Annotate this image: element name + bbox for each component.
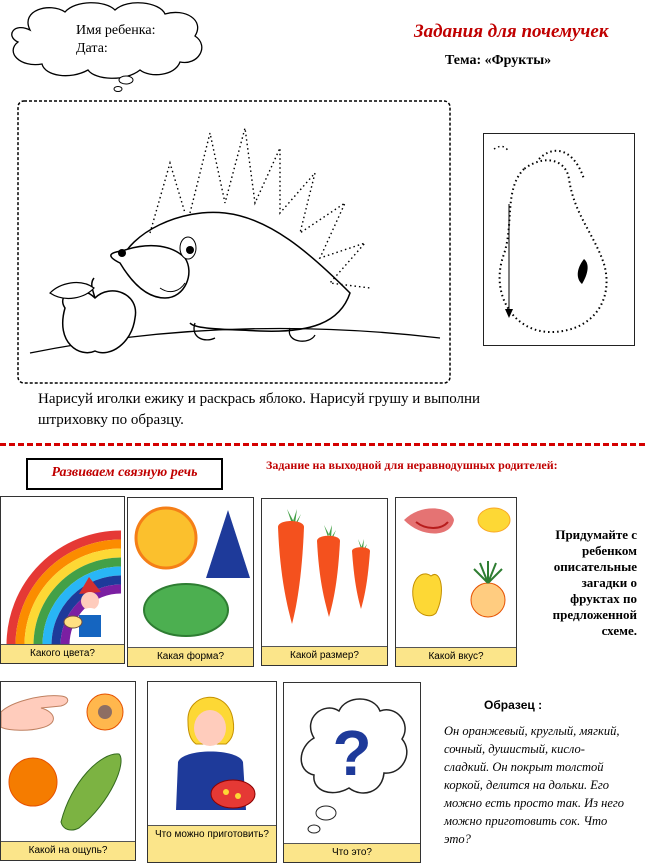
- create-riddles-text: Придумайте с ребенком описательные загадки о фруктах по предложенной схеме.: [552, 527, 637, 638]
- card-caption: Что это?: [284, 843, 420, 862]
- page-topic: Тема: «Фрукты»: [445, 53, 552, 68]
- weekend-task-heading: Задание на выходной для неравнодушных родителей:: [266, 458, 558, 472]
- section-divider: [0, 443, 645, 446]
- sample-title: Образец :: [484, 698, 543, 712]
- pear-sample-box: [483, 133, 635, 346]
- card-taste: [395, 497, 517, 667]
- card-caption: Какая форма?: [128, 647, 253, 666]
- card-color: [0, 496, 125, 664]
- card-what-is-it: [283, 682, 421, 863]
- card-caption: Какой на ощупь?: [1, 841, 135, 860]
- svg-text:?: ?: [332, 717, 372, 789]
- card-cook: [147, 681, 277, 863]
- sample-riddle-text: Он оранжевый, круглый, мягкий, сочный, душистый, кисло-сладкий. Он покрыт толстой коркой, делится на дольки. Его можно есть просто так. Из него можно приготовить сок. Что это?: [444, 724, 625, 846]
- speech-development-badge: Развиваем связную речь: [26, 458, 223, 490]
- card-shape: [127, 497, 254, 667]
- child-name-label: Имя ребенка:: [76, 23, 156, 38]
- hedgehog-picture: [10, 93, 458, 391]
- card-touch: [0, 681, 136, 861]
- task-instruction: Нарисуй иголки ежику и раскрась яблоко. Нарисуй грушу и выполни штриховку по образцу.: [38, 391, 481, 428]
- card-caption: Что можно приготовить?: [148, 825, 276, 862]
- card-size: [261, 498, 388, 666]
- card-caption: Какой размер?: [262, 646, 387, 665]
- card-caption: Какой вкус?: [396, 647, 516, 666]
- card-caption: Какого цвета?: [1, 644, 124, 663]
- page-title: Задания для почемучек: [414, 21, 609, 42]
- date-label: Дата:: [76, 41, 108, 56]
